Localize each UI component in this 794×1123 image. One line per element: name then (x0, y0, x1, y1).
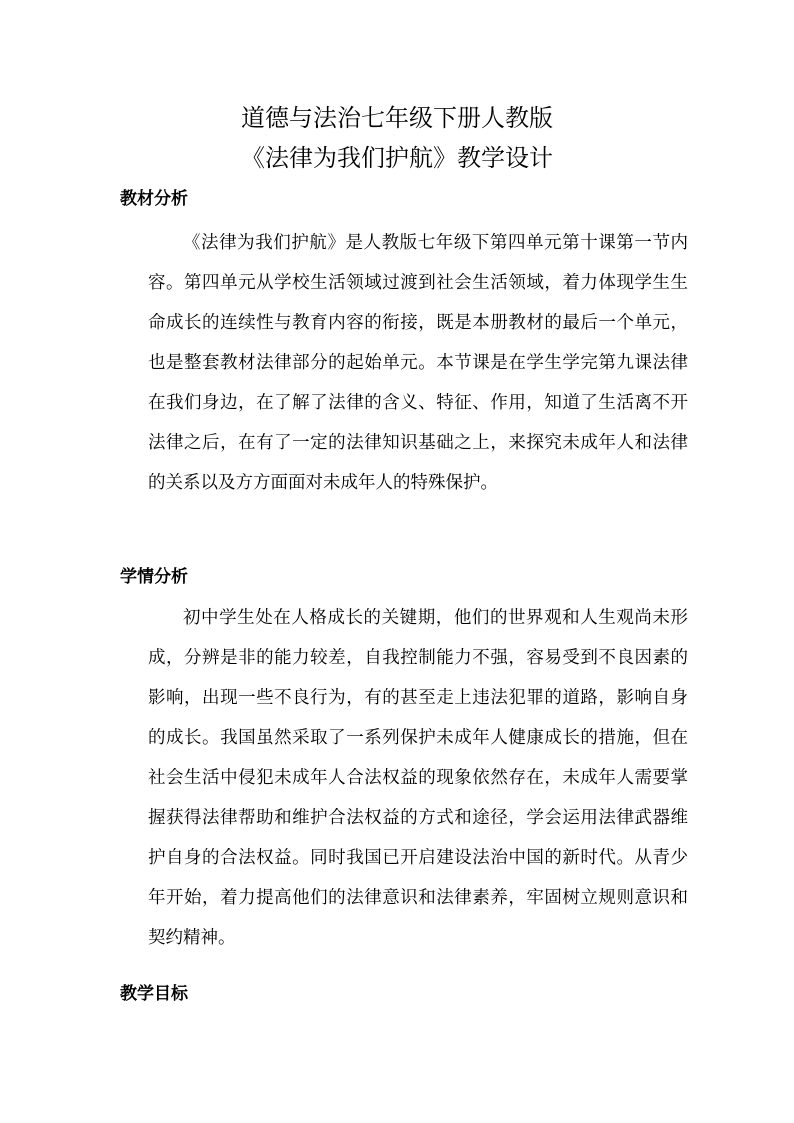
document-subtitle: 《法律为我们护航》教学设计 (241, 144, 553, 172)
section-paragraph-student-analysis: 初中学生处在人格成长的关键期，他们的世界观和人生观尚未形成，分辨是非的能力较差，自我控制能力不强，容易受到不良因素的影响，出现一些不良行为，有的甚至走上违法犯罪的道路，影响自身的成长。我国虽然采取了一系列保护未成年人健康成长的措施，但在社会生活中侵犯未成年人合法权益的现象依然存在，未成年人需要掌握获得法律帮助和维护合法权益的方式和途径，学会运用法律武器维护自身的合法权益。同时我国已开启建设法治中国的新时代。从青少年开始，着力提高他们的法律意识和法律素养，牢固树立规则意识和契约精神。 (148, 608, 688, 948)
section-heading-textbook-analysis: 教材分析 (120, 189, 188, 209)
section-heading-student-analysis: 学情分析 (120, 567, 188, 587)
document-title: 道德与法治七年级下册人教版 (241, 104, 553, 132)
section-heading-teaching-goals: 教学目标 (120, 984, 188, 1004)
section-paragraph-textbook-analysis: 《法律为我们护航》是人教版七年级下第四单元第十课第一节内容。第四单元从学校生活领域过渡到社会生活领域，着力体现学生生命成长的连续性与教育内容的衔接，既是本册教材的最后一个单元，也是整套教材法律部分的起始单元。本节课是在学生学完第九课法律在我们身边，在了解了法律的含义、特征、作用，知道了生活离不开法律之后，在有了一定的法律知识基础之上，来探究未成年人和法律的关系以及方方面面对未成年人的特殊保护。 (148, 233, 688, 493)
